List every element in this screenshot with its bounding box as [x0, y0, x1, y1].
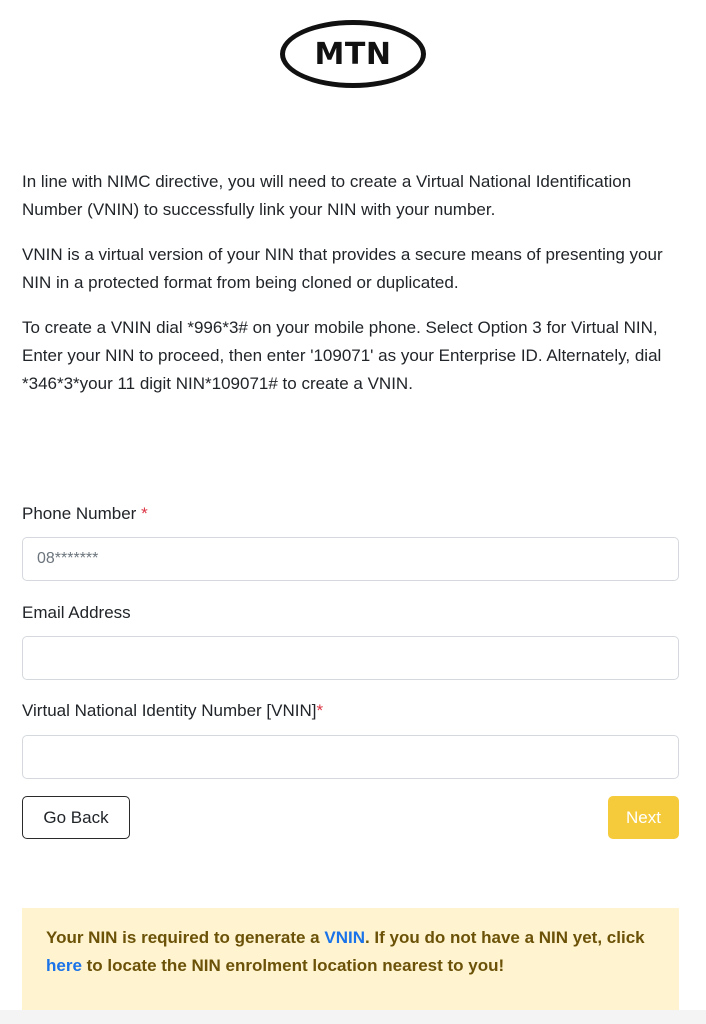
- required-asterisk: *: [316, 701, 324, 720]
- email-group: [22, 601, 131, 625]
- intro-paragraph-1: In line with NIMC directive, you will need to create a Virtual National Identification Number (VNIN) to successfully link your NIN with your number.: [22, 172, 632, 219]
- vnin-label: Virtual National Identity Number [VNIN]*: [22, 701, 324, 720]
- page-footer-strip: [0, 1010, 706, 1024]
- mtn-logo: MTN: [280, 20, 426, 88]
- vnin-input[interactable]: [22, 735, 679, 779]
- email-address-label: Email Address: [22, 603, 131, 622]
- phone-number-label: Phone Number *: [22, 504, 148, 523]
- logo-container: [0, 20, 706, 88]
- intro-paragraph-3: To create a VNIN dial *996*3# on your mobile phone. Select Option 3 for Virtual NIN, Enter your NIN to proceed, then enter '109071' as your Enterprise ID. Alternately, dial *346*3*your 11 digit NIN*109071# to create a VNIN.: [22, 318, 662, 393]
- notice-text-3: to locate the NIN enrolment location nearest to you!: [81, 956, 505, 975]
- email-address-input[interactable]: [22, 636, 679, 680]
- intro-text: [22, 168, 682, 415]
- phone-number-input[interactable]: [22, 537, 679, 581]
- vnin-link[interactable]: VNIN: [324, 928, 365, 947]
- here-link[interactable]: here: [46, 956, 82, 975]
- notice-text-2: . If you do not have a NIN yet, click: [364, 928, 645, 947]
- phone-number-group: [22, 502, 148, 526]
- vnin-group: [22, 699, 323, 723]
- go-back-button[interactable]: Go Back: [22, 796, 130, 839]
- nin-notice-banner: [22, 908, 679, 1010]
- next-button[interactable]: Next: [608, 796, 679, 839]
- required-asterisk: *: [141, 504, 148, 523]
- intro-paragraph-2: VNIN is a virtual version of your NIN that provides a secure means of presenting your NIN in a protected format from being cloned or duplicated.: [22, 245, 663, 292]
- notice-text-1: Your NIN is required to generate a: [46, 928, 325, 947]
